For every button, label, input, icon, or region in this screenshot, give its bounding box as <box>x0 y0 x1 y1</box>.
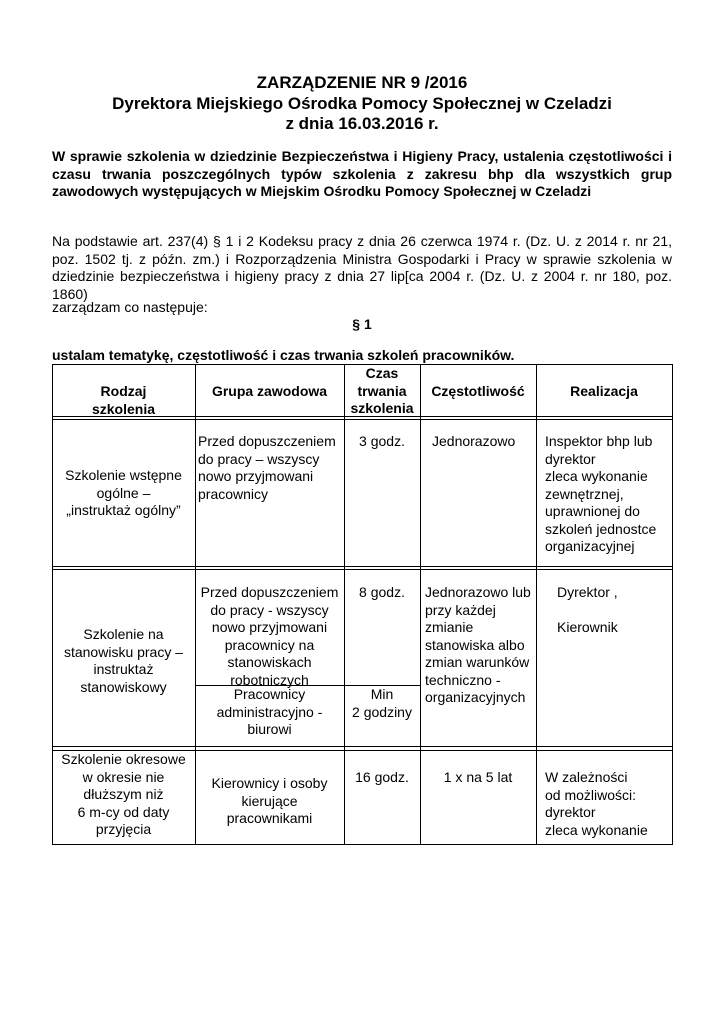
row2-group-b: Pracownicy administracyjno - biurowi <box>216 686 323 737</box>
decree-date: z dnia 16.03.2016 r. <box>285 114 439 133</box>
row3-duration: 16 godz. <box>355 769 409 785</box>
table-border-right <box>672 364 673 845</box>
decree-subject: W sprawie szkolenia w dziedzinie Bezpieczeństwa i Higieny Pracy, ustalenia częstotliwości i czasu trwania poszczególnych typów szkolenia z zakresu bhp dla wszystkich grup zawodowych występujących w Miejskim Ośrodku Pomocy Społecznej w Czeladzi <box>52 148 672 199</box>
header-group: Grupa zawodowa <box>211 383 328 399</box>
section-number: § 1 <box>352 316 372 332</box>
legal-basis: Na podstawie art. 237(4) § 1 i 2 Kodeksu pracy z dnia 26 czerwca 1974 r. (Dz. U. z 2014 r. nr 21, poz. 1502 tj. z późn. zm.) i Rozporządzenia Ministra Gospodarki i Pracy w sprawie szkolenia w dziedzinie bezpieczeństwa i higieny pracy z dnia 27 lip[ca 2004 r. (Dz. U. z 2004 r. nr 180, poz. 1860) <box>52 233 672 302</box>
row1-type: Szkolenie wstępne ogólne – „instruktaż ogólny” <box>65 467 182 518</box>
row2-group-a: Przed dopuszczeniem do pracy - wszyscy nowo przyjmowani pracownicy na stanowiskach robotniczych <box>200 584 339 688</box>
header-frequency: Częstotliwość <box>431 383 525 399</box>
row1-frequency: Jednorazowo <box>432 433 516 449</box>
row3-type: Szkolenie okresowe w okresie nie dłuższym niż 6 m-cy od daty przyjęcia <box>61 751 186 837</box>
row1-duration: 3 godz. <box>359 433 405 449</box>
header-realization: Realizacja <box>570 383 638 399</box>
header-training-type: Rodzaj szkolenia <box>91 383 156 417</box>
table-rule <box>52 566 673 567</box>
row2-duration-b: Min 2 godziny <box>352 686 412 720</box>
decree-title: ZARZĄDZENIE NR 9 /2016 <box>256 73 468 92</box>
header-duration: Czas trwania szkolenia <box>350 365 414 416</box>
table-column-rule <box>536 364 537 845</box>
table-rule <box>52 746 673 747</box>
row3-realization: W zależności od możliwości: dyrektor zleca wykonanie <box>545 769 648 838</box>
training-table <box>52 364 673 845</box>
table-border-bottom <box>52 844 673 845</box>
row2-duration-a: 8 godz. <box>359 584 405 600</box>
row3-group: Kierownicy i osoby kierujące pracownikami <box>211 775 328 826</box>
row2-type: Szkolenie na stanowisku pracy – instruktaż stanowiskowy <box>63 626 184 695</box>
row1-realization: Inspektor bhp lub dyrektor zleca wykonanie zewnętrznej, uprawnionej do szkoleń jednostce organizacyjnej <box>545 433 657 554</box>
table-intro: ustalam tematykę, częstotliwość i czas trwania szkoleń pracowników. <box>52 347 515 363</box>
table-rule <box>52 419 673 420</box>
row2-frequency: Jednorazowo lub przy każdej zmianie stanowiska albo zmian warunków techniczno - organizacyjnych <box>425 584 531 705</box>
issuer-line: Dyrektora Miejskiego Ośrodka Pomocy Społecznej w Czeladzi <box>112 94 612 113</box>
table-rule <box>52 569 673 570</box>
row3-frequency: 1 x na 5 lat <box>443 769 513 785</box>
row2-realization-manager: Kierownik <box>557 619 618 635</box>
row2-realization-director: Dyrektor , <box>557 584 618 600</box>
decree-statement: zarządzam co następuje: <box>52 299 208 315</box>
row1-group: Przed dopuszczeniem do pracy – wszyscy nowo przyjmowani pracownicy <box>198 433 336 502</box>
